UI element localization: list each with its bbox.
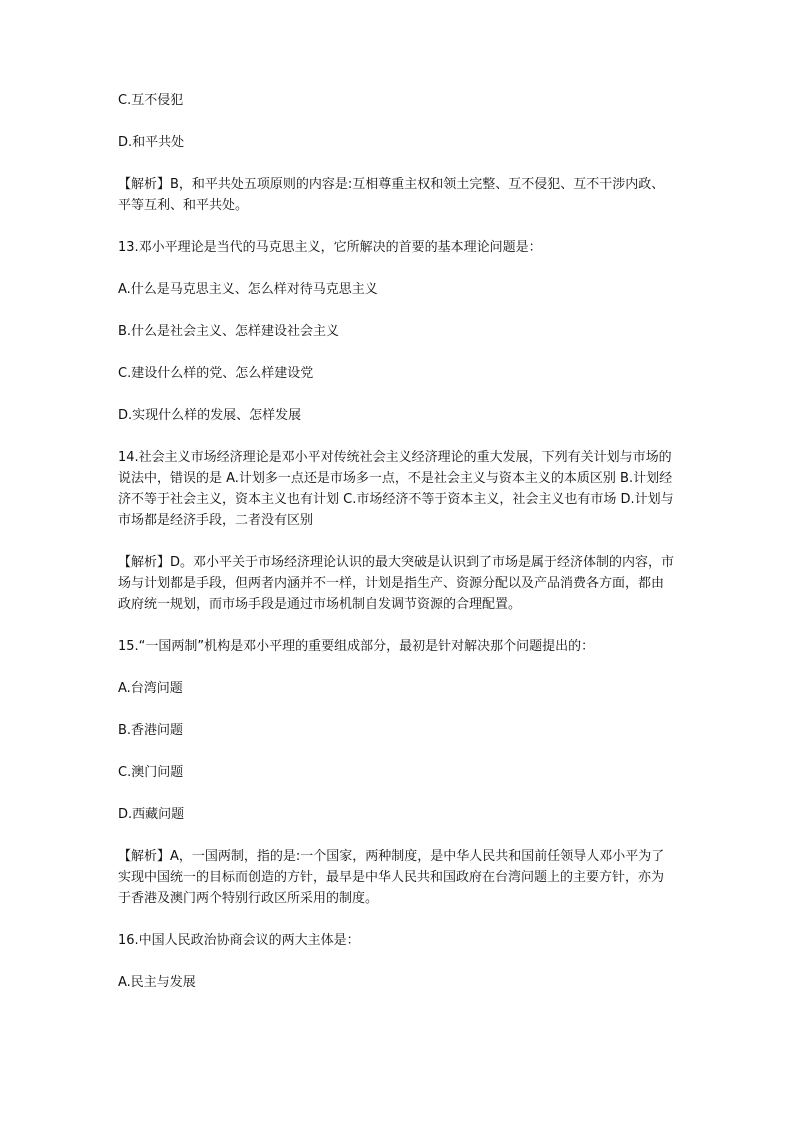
question-paragraph: 15.“一国两制”机构是邓小平理的重要组成部分，最初是针对解决那个问题提出的： — [118, 639, 595, 654]
option-line: A.台湾问题 — [118, 681, 183, 696]
option-line: B.什么是社会主义、怎样建设社会主义 — [118, 324, 340, 339]
option-line: C.互不侵犯 — [118, 93, 184, 108]
option-line: A.民主与发展 — [118, 975, 196, 990]
question-paragraph: 13.邓小平理论是当代的马克思主义，它所解决的首要的基本理论问题是： — [118, 240, 542, 255]
analysis-paragraph: 【解析】B，和平共处五项原则的内容是:互相尊重主权和领土完整、互不侵犯、互不干涉内政、平等互利、和平共处。 — [118, 177, 665, 213]
question-paragraph: 16.中国人民政治协商会议的两大主体是： — [118, 933, 360, 948]
option-line: D.西藏问题 — [118, 807, 185, 822]
option-line: C.澳门问题 — [118, 765, 184, 780]
analysis-paragraph: 【解析】A，一国两制，指的是:一个国家，两种制度，是中华人民共和国前任领导人邓小平为了实现中国统一的目标而创造的方针，最早是中华人民共和国政府在台湾问题上的主要方针，亦为于香港及澳门两个特别行政区所采用的制度。 — [118, 849, 665, 906]
option-line: B.香港问题 — [118, 723, 184, 738]
analysis-paragraph: 【解析】D。邓小平关于市场经济理论认识的最大突破是认识到了市场是属于经济体制的内容，市场与计划都是手段，但两者内涵并不一样，计划是指生产、资源分配以及产品消费各方面，都由政府统一规划，而市场手段是通过市场机制自发调节资源的合理配置。 — [118, 555, 675, 612]
option-line: D.实现什么样的发展、怎样发展 — [118, 408, 302, 423]
option-line: A.什么是马克思主义、怎么样对待马克思主义 — [118, 282, 378, 297]
question-paragraph: 14.社会主义市场经济理论是邓小平对传统社会主义经济理论的重大发展，下列有关计划与市场的说法中，错误的是 A.计划多一点还是市场多一点，不是社会主义与资本主义的本质区别 B.计划经济不等于社会主义，资本主义也有计划 C.市场经济不等于资本主义，社会主义也有市场 D.计划与市场都是经济手段，二者没有区别 — [118, 450, 674, 528]
document-page — [118, 90, 676, 993]
option-line: D.和平共处 — [118, 135, 185, 150]
option-line: C.建设什么样的党、怎么样建设党 — [118, 366, 314, 381]
